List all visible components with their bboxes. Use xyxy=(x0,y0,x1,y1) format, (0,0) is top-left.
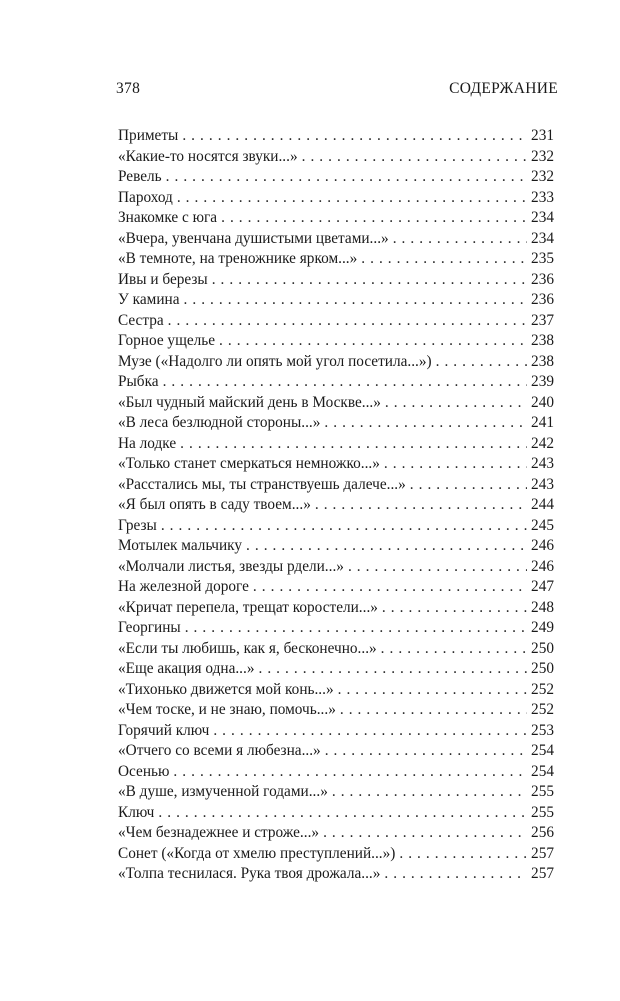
toc-entry xyxy=(118,229,554,250)
toc-entry-title: «Молчали листья, звезды рдели...» xyxy=(118,557,344,575)
toc-entry-page: 255 xyxy=(531,803,554,821)
toc-entry xyxy=(118,864,554,885)
toc-entry-page: 256 xyxy=(531,824,554,841)
toc-entry-page: 247 xyxy=(531,578,554,595)
toc-dot-leader xyxy=(246,536,527,557)
toc-entry-title: «В темноте, на треножнике ярком...» xyxy=(118,250,358,267)
toc-entry-title: Ключ xyxy=(118,803,155,821)
toc-entry xyxy=(118,352,554,373)
toc-entry-title: «Я был опять в саду твоем...» xyxy=(118,496,311,513)
toc-dot-leader xyxy=(302,147,527,168)
toc-dot-leader xyxy=(410,475,527,496)
toc-entry-page: 231 xyxy=(531,127,554,144)
toc-entry xyxy=(118,208,554,229)
toc-entry xyxy=(118,762,554,783)
toc-entry xyxy=(118,516,554,537)
toc-entry xyxy=(118,557,554,578)
toc-dot-leader xyxy=(348,557,527,578)
toc-entry-page: 235 xyxy=(531,250,554,267)
toc-entry-page: 239 xyxy=(531,373,554,390)
toc-dot-leader xyxy=(323,823,527,844)
toc-entry xyxy=(118,741,554,762)
toc-entry-title: Горячий ключ xyxy=(118,721,210,739)
toc-dot-leader xyxy=(161,516,527,537)
toc-entry xyxy=(118,577,554,598)
toc-entry-title: Ревель xyxy=(118,168,162,185)
toc-dot-leader xyxy=(219,331,527,352)
toc-entry-title: Осенью xyxy=(118,762,170,780)
running-title: СОДЕРЖАНИЕ xyxy=(449,80,558,97)
toc-entry xyxy=(118,803,554,824)
toc-entry-page: 245 xyxy=(531,516,554,534)
toc-entry-page: 237 xyxy=(531,311,554,329)
toc-entry-title: Пароход xyxy=(118,188,173,206)
toc-entry xyxy=(118,167,554,188)
toc-entry xyxy=(118,680,554,701)
toc-entry-page: 255 xyxy=(531,783,554,800)
toc-dot-leader xyxy=(185,618,527,639)
toc-entry-page: 234 xyxy=(531,229,554,247)
toc-entry xyxy=(118,721,554,742)
toc-dot-leader xyxy=(258,659,527,680)
toc-entry-title: «В леса безлюдной стороны...» xyxy=(118,414,321,431)
toc-entry-title: «Отчего со всеми я любезна...» xyxy=(118,742,321,759)
toc-entry-title: «Расстались мы, ты странствуешь далече...» xyxy=(118,475,406,493)
toc-dot-leader xyxy=(385,393,527,414)
toc-entry-page: 238 xyxy=(531,332,554,349)
toc-entry-title: «Какие-то носятся звуки...» xyxy=(118,147,298,165)
toc-dot-leader xyxy=(166,167,527,188)
toc-entry-title: На железной дороге xyxy=(118,578,249,595)
toc-entry xyxy=(118,639,554,660)
toc-entry xyxy=(118,823,554,844)
toc-entry-title: «Если ты любишь, как я, бесконечно...» xyxy=(118,639,377,657)
toc-dot-leader xyxy=(436,352,527,373)
toc-dot-leader xyxy=(384,454,527,475)
toc-entry-page: 241 xyxy=(531,414,554,431)
toc-entry-page: 250 xyxy=(531,660,554,677)
toc-entry-page: 232 xyxy=(531,147,554,165)
toc-dot-leader xyxy=(315,495,527,516)
toc-entry-title: У камина xyxy=(118,291,180,308)
toc-entry xyxy=(118,413,554,434)
toc-entry xyxy=(118,249,554,270)
toc-entry-title: «Толпа теснилася. Рука твоя дрожала...» xyxy=(118,865,381,882)
toc-entry-title: Георгины xyxy=(118,619,181,636)
toc-entry-page: 252 xyxy=(531,680,554,698)
toc-entry xyxy=(118,331,554,352)
toc-dot-leader xyxy=(382,598,527,619)
toc-dot-leader xyxy=(384,864,527,885)
toc-dot-leader xyxy=(212,270,527,291)
toc-dot-leader xyxy=(381,639,527,660)
toc-entry xyxy=(118,188,554,209)
toc-dot-leader xyxy=(184,290,528,311)
toc-dot-leader xyxy=(173,762,527,783)
toc-entry-title: Приметы xyxy=(118,127,179,144)
toc-entry-page: 253 xyxy=(531,721,554,739)
toc-dot-leader xyxy=(158,803,527,824)
toc-dot-leader xyxy=(399,844,527,865)
toc-entry xyxy=(118,126,554,147)
toc-entry-page: 254 xyxy=(531,742,554,759)
toc-entry-page: 250 xyxy=(531,639,554,657)
toc-entry-page: 252 xyxy=(531,701,554,718)
toc-entry-title: Рыбка xyxy=(118,373,159,390)
toc-entry-page: 257 xyxy=(531,844,554,862)
toc-dot-leader xyxy=(182,126,527,147)
toc-entry-page: 243 xyxy=(531,475,554,493)
toc-entry-title: «В душе, измученной годами...» xyxy=(118,783,328,800)
toc-dot-leader xyxy=(253,577,527,598)
toc-entry-title: «Еще акация одна...» xyxy=(118,660,255,677)
toc-dot-leader xyxy=(340,700,527,721)
toc-entry-title: Знакомке с юга xyxy=(118,209,218,226)
toc-entry-title: «Чем безнадежнее и строже...» xyxy=(118,824,320,841)
toc-entry xyxy=(118,475,554,496)
toc-entry-title: «Чем тоске, и не знаю, помочь...» xyxy=(118,701,336,718)
toc-entry-page: 242 xyxy=(531,434,554,452)
toc-entry xyxy=(118,454,554,475)
toc-entry-title: Музе («Надолго ли опять мой угол посетила...») xyxy=(118,352,432,370)
toc-entry-page: 233 xyxy=(531,188,554,206)
toc-entry-page: 244 xyxy=(531,496,554,513)
toc-dot-leader xyxy=(338,680,527,701)
toc-entry-page: 257 xyxy=(531,865,554,882)
toc-entry xyxy=(118,598,554,619)
toc-dot-leader xyxy=(168,311,527,332)
toc-entry-title: Грезы xyxy=(118,516,157,534)
toc-entry-title: На лодке xyxy=(118,434,177,452)
toc-dot-leader xyxy=(324,413,527,434)
toc-dot-leader xyxy=(361,249,527,270)
toc-entry-title: Сонет («Когда от хмелю преступлений...») xyxy=(118,844,396,862)
toc-entry-title: Мотылек мальчику xyxy=(118,537,242,554)
toc-entry-page: 232 xyxy=(531,168,554,185)
toc-entry-page: 234 xyxy=(531,209,554,226)
toc-entry-title: «Только станет смеркаться немножко...» xyxy=(118,455,380,472)
toc-entry xyxy=(118,311,554,332)
toc-entry-title: Горное ущелье xyxy=(118,332,216,349)
toc-dot-leader xyxy=(393,229,527,250)
toc-dot-leader xyxy=(180,434,527,455)
toc-entry xyxy=(118,393,554,414)
toc-dot-leader xyxy=(177,188,527,209)
toc-entry-title: Сестра xyxy=(118,311,164,329)
toc-entry-page: 238 xyxy=(531,352,554,370)
toc-dot-leader xyxy=(221,208,527,229)
toc-entry xyxy=(118,147,554,168)
toc-dot-leader xyxy=(325,741,527,762)
toc-entry xyxy=(118,372,554,393)
toc-entry xyxy=(118,290,554,311)
toc-entry xyxy=(118,434,554,455)
toc-entry xyxy=(118,270,554,291)
toc-entry xyxy=(118,536,554,557)
toc-entry-page: 246 xyxy=(531,537,554,554)
toc-entry xyxy=(118,782,554,803)
toc-entry-title: Ивы и березы xyxy=(118,270,208,288)
toc-entry xyxy=(118,618,554,639)
toc-entry-page: 249 xyxy=(531,619,554,636)
toc-entry-title: «Вчера, увенчана душистыми цветами...» xyxy=(118,229,389,247)
toc-dot-leader xyxy=(163,372,527,393)
toc-entry-title: «Кричат перепела, трещат коростели...» xyxy=(118,598,378,616)
toc-entry-page: 254 xyxy=(531,762,554,780)
toc-dot-leader xyxy=(213,721,527,742)
table-of-contents xyxy=(118,126,554,885)
page-header xyxy=(116,80,558,102)
toc-entry-title: «Тихонько движется мой конь...» xyxy=(118,680,334,698)
toc-entry-page: 246 xyxy=(531,557,554,575)
toc-entry-page: 240 xyxy=(531,393,554,411)
toc-dot-leader xyxy=(332,782,527,803)
toc-entry-page: 236 xyxy=(531,270,554,288)
toc-entry xyxy=(118,844,554,865)
toc-entry-page: 236 xyxy=(531,291,554,308)
page-number: 378 xyxy=(116,80,141,97)
toc-entry-page: 243 xyxy=(531,455,554,472)
toc-entry-title: «Был чудный майский день в Москве...» xyxy=(118,393,381,411)
toc-entry xyxy=(118,700,554,721)
toc-entry xyxy=(118,495,554,516)
toc-entry-page: 248 xyxy=(531,598,554,616)
toc-entry xyxy=(118,659,554,680)
